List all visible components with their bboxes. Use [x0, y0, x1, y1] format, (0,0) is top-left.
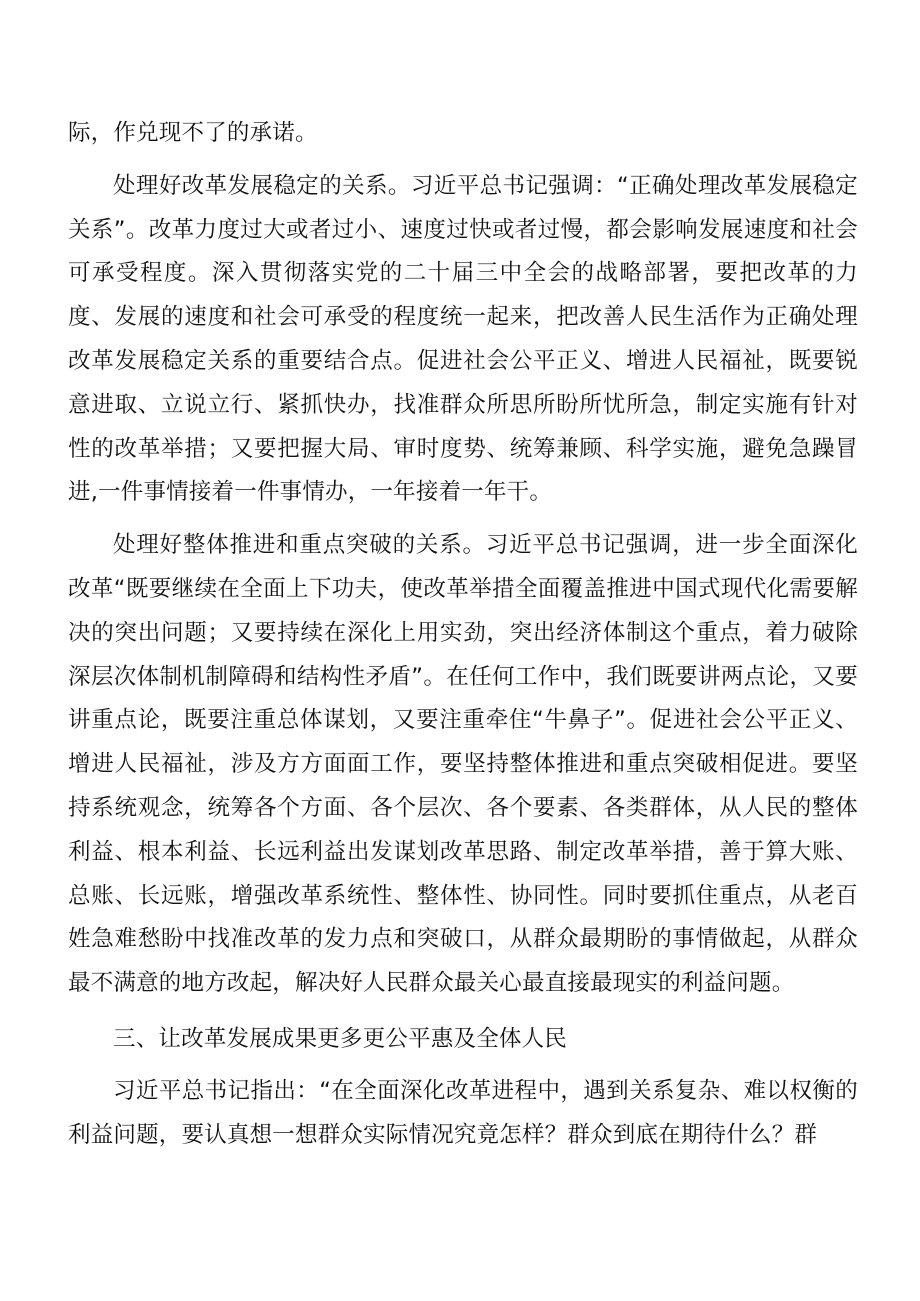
section-heading-three: 三、让改革发展成果更多更公平惠及全体人民: [113, 1025, 568, 1052]
paragraph-continuation: 际，作兑现不了的承诺。: [68, 120, 318, 146]
paragraph-overall-and-key-breakthrough: 处理好整体推进和重点突破的关系。习近平总书记强调，进一步全面深化改革“既要继续在全面上下功夫，使改革举措全面覆盖推进中国式现代化需要解决的突出问题；又要持续在深化上用实劲，突出经济体制这个重点，着力破除深层次体制机制障碍和结构性矛盾”。在任何工作中，我们既要讲两点论，又要讲重点论，既要注重总体谋划，又要注重牵住“牛鼻子”。促进社会公平正义、增进人民福祉，涉及方方面面工作，要坚持整体推进和重点突破相促进。要坚持系统观念，统筹各个方面、各个层次、各个要素、各类群体，从人民的整体利益、根本利益、长远利益出发谋划改革思路、制定改革举措，善于算大账、总账、长远账，增强改革系统性、整体性、协同性。同时要抓住重点，从老百姓急难愁盼中找准改革的发力点和突破口，从群众最期盼的事情做起，从群众最不满意的地方改起，解决好人民群众最关心最直接最现实的利益问题。: [68, 532, 858, 997]
document-body: [68, 112, 858, 1157]
paragraph-general-secretary-points-out: 习近平总书记指出：“在全面深化改革进程中，遇到关系复杂、难以权衡的利益问题，要认真想一想群众实际情况究竟怎样？群众到底在期待什么？群: [68, 1077, 858, 1148]
paragraph-reform-development-stability: 处理好改革发展稳定的关系。习近平总书记强调：“正确处理改革发展稳定关系”。改革力度过大或者过小、速度过快或者过慢，都会影响发展速度和社会可承受程度。深入贯彻落实党的二十届三中全会的战略部署，要把改革的力度、发展的速度和社会可承受的程度统一起来，把改善人民生活作为正确处理改革发展稳定关系的重要结合点。促进社会公平正义、增进人民福祉，既要锐意进取、立说立行、紧抓快办，找准群众所思所盼所忧所急，制定实施有针对性的改革举措；又要把握大局、审时度势、统筹兼顾、科学实施，避免急躁冒进,一件事情接着一件事情办，一年接着一年干。: [68, 172, 858, 506]
